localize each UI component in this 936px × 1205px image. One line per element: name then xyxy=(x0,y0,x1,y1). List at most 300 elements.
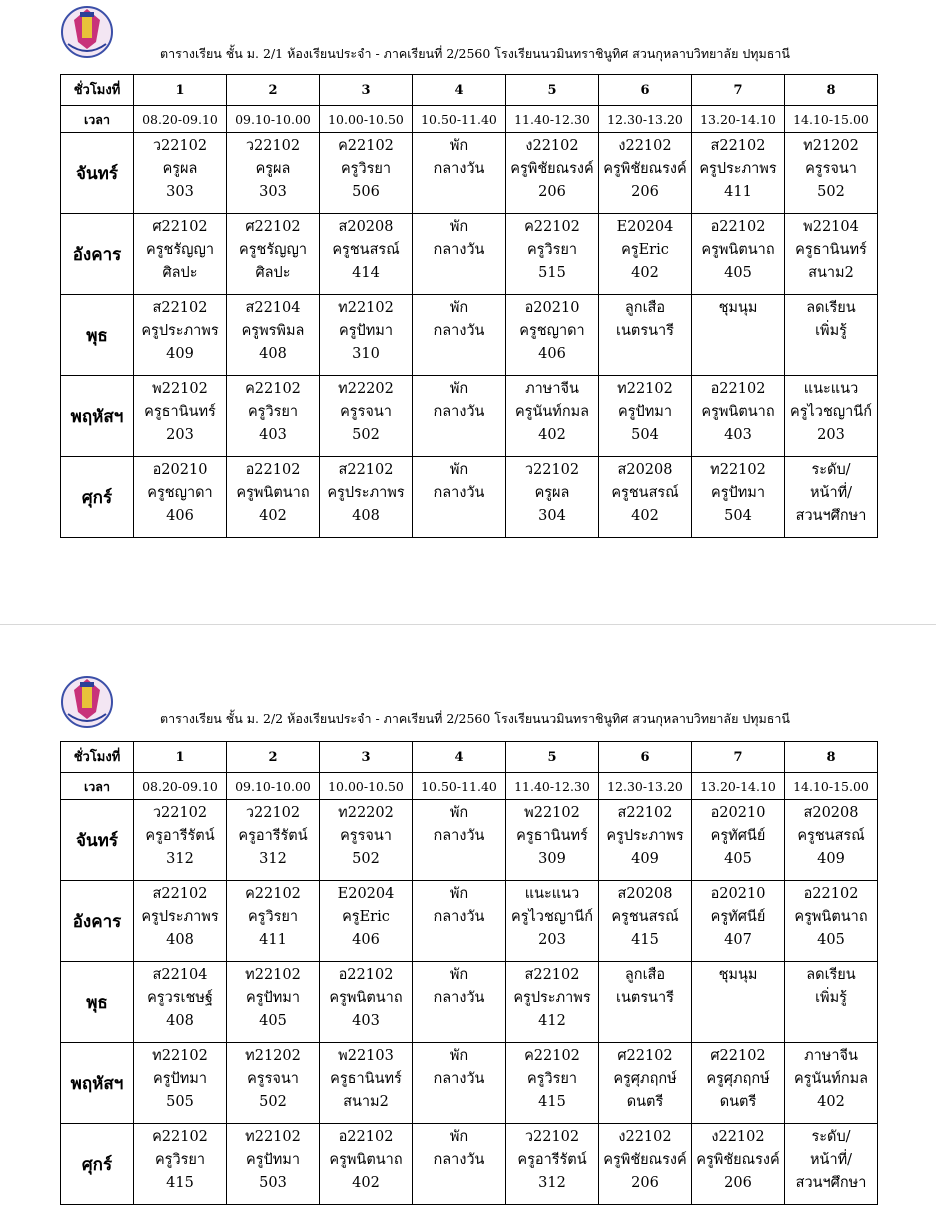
class-cell-line: 504 xyxy=(631,427,659,443)
class-cell xyxy=(785,800,878,881)
time-row xyxy=(61,773,878,800)
class-cell-line: 405 xyxy=(259,1013,287,1029)
class-cell-line: 303 xyxy=(166,184,194,200)
class-cell-line: ว22102 xyxy=(245,138,301,154)
class-cell-line: ครูพนิตนาถ xyxy=(701,404,775,420)
class-cell-line: 502 xyxy=(352,427,380,443)
class-cell-line: ครูปัทมา xyxy=(339,323,393,339)
class-cell xyxy=(785,457,878,538)
timetable-title: ตารางเรียน ชั้น ม. 2/1 ห้องเรียนประจำ - ภาคเรียนที่ 2/2560 โรงเรียนนวมินทราชินูทิศ สวนกุหลาบวิทยาลัย ปทุมธานี xyxy=(160,46,790,61)
class-cell-line: ครูชนสรณ์ xyxy=(611,909,679,925)
time-slot: 08.20-09.10 xyxy=(134,773,227,800)
class-cell-line: ครูนันท์กมล xyxy=(793,1071,869,1087)
class-cell-line: E20204 xyxy=(616,219,674,235)
class-cell-line: ครูพนิตนาถ xyxy=(329,990,403,1006)
class-cell-line: ครูปัทมา xyxy=(711,485,765,501)
class-cell-line: กลางวัน xyxy=(433,161,485,177)
class-cell-line: 312 xyxy=(166,851,194,867)
class-cell-line: ส22102 xyxy=(710,138,766,154)
class-cell-line: กลางวัน xyxy=(433,323,485,339)
class-cell-line: ครูประภาพร xyxy=(141,323,219,339)
class-cell-line: ครูพนิตนาถ xyxy=(794,909,868,925)
class-cell xyxy=(320,295,413,376)
class-cell-line: กลางวัน xyxy=(433,828,485,844)
class-cell-line: ครูปัทมา xyxy=(153,1071,207,1087)
class-cell-line: ครูอารีรัตน์ xyxy=(517,1152,587,1168)
class-cell-line: 502 xyxy=(352,851,380,867)
class-cell xyxy=(227,800,320,881)
class-cell xyxy=(320,1043,413,1124)
class-cell-line: อ20210 xyxy=(524,300,580,316)
class-cell-line: ส20208 xyxy=(617,462,673,478)
class-cell-line: ครูวิรยา xyxy=(247,909,299,925)
class-cell xyxy=(413,457,506,538)
class-cell-line: ท22202 xyxy=(338,805,394,821)
class-cell xyxy=(227,214,320,295)
class-cell-line: กลางวัน xyxy=(433,1152,485,1168)
class-cell xyxy=(413,295,506,376)
class-cell-line: 406 xyxy=(538,346,566,362)
class-cell-line: อ20210 xyxy=(152,462,208,478)
class-cell-line: ครูวิรยา xyxy=(526,1071,578,1087)
class-cell-line: ครูผล xyxy=(162,161,198,177)
class-cell-line: 505 xyxy=(166,1094,194,1110)
class-cell xyxy=(785,214,878,295)
class-cell-line: 203 xyxy=(538,932,566,948)
period-number: 8 xyxy=(785,742,878,773)
class-cell-line: ครูวิรยา xyxy=(154,1152,206,1168)
class-cell-line: กลางวัน xyxy=(433,242,485,258)
class-cell-line: ครูศุภฤกษ์ xyxy=(706,1071,770,1087)
class-cell-line: พ22102 xyxy=(152,381,208,397)
class-cell xyxy=(785,1124,878,1205)
class-cell xyxy=(413,376,506,457)
class-cell-line: ครูวิรยา xyxy=(247,404,299,420)
class-cell-line: กลางวัน xyxy=(433,1071,485,1087)
class-cell-line: ครูพนิตนาถ xyxy=(236,485,310,501)
class-cell-line: 309 xyxy=(538,851,566,867)
class-cell-line: พัก xyxy=(449,967,469,983)
class-cell-line: ครูรจนา xyxy=(340,404,392,420)
class-cell-line: ง22102 xyxy=(711,1129,765,1145)
class-cell-line: ชุมนุม xyxy=(718,300,758,316)
class-cell xyxy=(506,962,599,1043)
class-cell-line: ว22102 xyxy=(524,462,580,478)
class-cell-line: ครูทัศนีย์ xyxy=(710,828,766,844)
class-cell-line: พ22103 xyxy=(338,1048,394,1064)
period-number: 1 xyxy=(134,742,227,773)
period-number: 8 xyxy=(785,75,878,106)
class-cell xyxy=(506,800,599,881)
class-cell-line: ครูปัทมา xyxy=(618,404,672,420)
class-cell-line: ท22102 xyxy=(617,381,673,397)
class-cell-line: 403 xyxy=(259,427,287,443)
class-cell-line: ว22102 xyxy=(524,1129,580,1145)
class-cell-line: ภาษาจีน xyxy=(804,1048,858,1064)
class-cell-line: อ22102 xyxy=(338,1129,394,1145)
time-slot: 10.00-10.50 xyxy=(320,773,413,800)
class-cell-line: 408 xyxy=(259,346,287,362)
class-cell-line: ท22202 xyxy=(338,381,394,397)
class-cell-line: ศิลปะ xyxy=(162,265,198,281)
class-cell-line: ค22102 xyxy=(338,138,394,154)
class-cell-line: 403 xyxy=(352,1013,380,1029)
class-cell-line: ครูประภาพร xyxy=(699,161,777,177)
class-cell xyxy=(506,1124,599,1205)
class-cell-line: พัก xyxy=(449,219,469,235)
class-cell-line: พัก xyxy=(449,462,469,478)
class-cell xyxy=(599,1043,692,1124)
class-cell xyxy=(134,376,227,457)
class-cell-line: ภาษาจีน xyxy=(525,381,579,397)
class-cell-line: 206 xyxy=(538,184,566,200)
class-cell-line: 407 xyxy=(724,932,752,948)
class-cell xyxy=(692,881,785,962)
class-cell xyxy=(599,214,692,295)
class-cell-line: ลดเรียน xyxy=(806,300,856,316)
period-number: 2 xyxy=(227,75,320,106)
class-cell xyxy=(785,376,878,457)
class-cell xyxy=(227,457,320,538)
class-cell-line: 415 xyxy=(631,932,659,948)
class-cell xyxy=(506,214,599,295)
class-cell xyxy=(692,800,785,881)
day-name: ศุกร์ xyxy=(61,1124,134,1205)
day-row xyxy=(61,800,878,881)
class-cell-line: ครูประภาพร xyxy=(327,485,405,501)
class-cell-line: ส20208 xyxy=(617,886,673,902)
class-cell-line: ส20208 xyxy=(803,805,859,821)
class-cell xyxy=(413,1043,506,1124)
class-cell-line: ครูธานินทร์ xyxy=(330,1071,402,1087)
class-cell-line: 402 xyxy=(631,265,659,281)
class-cell-line: 503 xyxy=(259,1175,287,1191)
class-cell-line: ส22102 xyxy=(152,300,208,316)
class-cell xyxy=(413,881,506,962)
class-cell-line: เพิ่มรู้ xyxy=(815,323,847,339)
class-cell-line: ครูไวชญานีก์ xyxy=(790,404,872,420)
class-cell xyxy=(692,962,785,1043)
class-cell xyxy=(692,1043,785,1124)
day-row xyxy=(61,133,878,214)
class-cell xyxy=(599,800,692,881)
class-cell xyxy=(599,457,692,538)
class-cell xyxy=(227,133,320,214)
class-cell-line: ครูชนสรณ์ xyxy=(611,485,679,501)
class-cell-line: 304 xyxy=(538,508,566,524)
class-cell-line: 312 xyxy=(538,1175,566,1191)
class-cell xyxy=(134,881,227,962)
school-crest-icon xyxy=(56,2,118,60)
time-label: เวลา xyxy=(61,773,134,800)
class-cell-line: พัก xyxy=(449,381,469,397)
class-cell-line: พัก xyxy=(449,300,469,316)
class-cell-line: แนะแนว xyxy=(524,886,580,902)
time-slot: 09.10-10.00 xyxy=(227,106,320,133)
school-crest-icon xyxy=(56,672,118,730)
class-cell xyxy=(785,295,878,376)
class-cell-line: ครูวิรยา xyxy=(340,161,392,177)
class-cell-line: ครูวิรยา xyxy=(526,242,578,258)
class-cell xyxy=(506,457,599,538)
class-cell-line: ส22102 xyxy=(338,462,394,478)
class-cell-line: ครูทัศนีย์ xyxy=(710,909,766,925)
class-cell-line: 408 xyxy=(166,932,194,948)
class-cell-line: 312 xyxy=(259,851,287,867)
class-cell-line: 415 xyxy=(166,1175,194,1191)
class-cell-line: ส22104 xyxy=(152,967,208,983)
time-row xyxy=(61,106,878,133)
class-cell-line: พัก xyxy=(449,1048,469,1064)
class-cell xyxy=(320,214,413,295)
time-slot: 12.30-13.20 xyxy=(599,106,692,133)
period-number: 5 xyxy=(506,75,599,106)
class-cell xyxy=(413,1124,506,1205)
class-cell xyxy=(134,800,227,881)
timetable xyxy=(60,74,878,538)
class-cell-line: อ20210 xyxy=(710,805,766,821)
class-cell xyxy=(227,295,320,376)
class-cell xyxy=(506,376,599,457)
class-cell xyxy=(785,881,878,962)
class-cell-line: ครูรจนา xyxy=(805,161,857,177)
class-cell-line: พัก xyxy=(449,805,469,821)
class-cell-line: ง22102 xyxy=(525,138,579,154)
class-cell-line: ศ22102 xyxy=(710,1048,766,1064)
class-cell-line: ครูปัทมา xyxy=(246,1152,300,1168)
class-cell-line: 408 xyxy=(166,1013,194,1029)
class-cell-line: ครูศุภฤกษ์ xyxy=(613,1071,677,1087)
class-cell-line: 206 xyxy=(631,184,659,200)
class-cell xyxy=(134,214,227,295)
class-cell-line: พ22102 xyxy=(524,805,580,821)
header-row xyxy=(61,742,878,773)
class-cell-line: ครูธานินทร์ xyxy=(516,828,588,844)
day-row xyxy=(61,962,878,1043)
class-cell xyxy=(599,376,692,457)
class-cell-line: ดนตรี xyxy=(719,1094,757,1110)
class-cell-line: ท21202 xyxy=(245,1048,301,1064)
class-cell xyxy=(227,962,320,1043)
class-cell-line: ครูพนิตนาถ xyxy=(701,242,775,258)
class-cell-line: 504 xyxy=(724,508,752,524)
class-cell-line: อ22102 xyxy=(710,381,766,397)
class-cell xyxy=(320,881,413,962)
class-cell xyxy=(599,962,692,1043)
time-slot: 09.10-10.00 xyxy=(227,773,320,800)
class-cell xyxy=(599,133,692,214)
time-slot: 10.50-11.40 xyxy=(413,773,506,800)
class-cell xyxy=(692,457,785,538)
time-slot: 13.20-14.10 xyxy=(692,773,785,800)
class-cell-line: ครูชนสรณ์ xyxy=(797,828,865,844)
period-number: 2 xyxy=(227,742,320,773)
class-cell-line: E20204 xyxy=(337,886,395,902)
class-cell-line: ครูประภาพร xyxy=(606,828,684,844)
class-cell-line: ครูผล xyxy=(534,485,570,501)
class-cell-line: ครูพิชัยณรงค์ xyxy=(603,1152,687,1168)
class-cell xyxy=(134,457,227,538)
class-cell-line: 206 xyxy=(724,1175,752,1191)
class-cell xyxy=(506,881,599,962)
period-number: 5 xyxy=(506,742,599,773)
day-name: พุธ xyxy=(61,962,134,1043)
class-cell xyxy=(692,133,785,214)
class-cell-line: ส22102 xyxy=(524,967,580,983)
class-cell-line: ครูธานินทร์ xyxy=(144,404,216,420)
class-cell-line: ครูEric xyxy=(621,242,669,258)
period-number: 7 xyxy=(692,75,785,106)
class-cell xyxy=(785,962,878,1043)
class-cell xyxy=(320,457,413,538)
class-cell-line: ว22102 xyxy=(245,805,301,821)
class-cell-line: ค22102 xyxy=(524,1048,580,1064)
period-number: 4 xyxy=(413,742,506,773)
period-number: 4 xyxy=(413,75,506,106)
time-slot: 12.30-13.20 xyxy=(599,773,692,800)
period-number: 3 xyxy=(320,742,413,773)
class-cell-line: ครูนันท์กมล xyxy=(514,404,590,420)
class-cell-line: พัก xyxy=(449,886,469,902)
class-cell-line: หน้าที่/ xyxy=(809,485,853,501)
day-name: พฤหัสฯ xyxy=(61,1043,134,1124)
class-cell xyxy=(413,962,506,1043)
class-cell-line: 405 xyxy=(724,265,752,281)
class-cell xyxy=(785,1043,878,1124)
class-cell xyxy=(413,800,506,881)
class-cell-line: อ22102 xyxy=(338,967,394,983)
class-cell xyxy=(320,133,413,214)
class-cell-line: สวนฯศึกษา xyxy=(795,1175,867,1191)
time-slot: 08.20-09.10 xyxy=(134,106,227,133)
timetable-title: ตารางเรียน ชั้น ม. 2/2 ห้องเรียนประจำ - ภาคเรียนที่ 2/2560 โรงเรียนนวมินทราชินูทิศ สวนกุหลาบวิทยาลัย ปทุมธานี xyxy=(160,711,790,726)
class-cell-line: ศิลปะ xyxy=(255,265,291,281)
class-cell-line: ท22102 xyxy=(338,300,394,316)
class-cell xyxy=(320,962,413,1043)
class-cell xyxy=(506,295,599,376)
class-cell-line: ดนตรี xyxy=(626,1094,664,1110)
class-cell-line: หน้าที่/ xyxy=(809,1152,853,1168)
class-cell-line: ชุมนุม xyxy=(718,967,758,983)
class-cell xyxy=(692,376,785,457)
class-cell-line: 402 xyxy=(631,508,659,524)
class-cell-line: ค22102 xyxy=(152,1129,208,1145)
class-cell-line: ครูพิชัยณรงค์ xyxy=(696,1152,780,1168)
period-number: 3 xyxy=(320,75,413,106)
period-header-label: ชั่วโมงที่ xyxy=(61,742,134,773)
class-cell xyxy=(134,133,227,214)
time-slot: 14.10-15.00 xyxy=(785,773,878,800)
class-cell-line: 411 xyxy=(259,932,287,948)
class-cell xyxy=(320,800,413,881)
timetable xyxy=(60,741,878,1205)
class-cell-line: 409 xyxy=(817,851,845,867)
class-cell xyxy=(599,881,692,962)
page-divider xyxy=(0,624,936,625)
class-cell-line: ครูพรพิมล xyxy=(241,323,305,339)
class-cell-line: ศ22102 xyxy=(617,1048,673,1064)
class-cell-line: ท21202 xyxy=(803,138,859,154)
class-cell-line: 409 xyxy=(631,851,659,867)
class-cell-line: กลางวัน xyxy=(433,990,485,1006)
class-cell-line: ครูผล xyxy=(255,161,291,177)
day-row xyxy=(61,214,878,295)
class-cell-line: 415 xyxy=(538,1094,566,1110)
time-slot: 10.00-10.50 xyxy=(320,106,413,133)
day-name: อังคาร xyxy=(61,881,134,962)
class-cell-line: ส20208 xyxy=(338,219,394,235)
class-cell xyxy=(134,1043,227,1124)
class-cell-line: 412 xyxy=(538,1013,566,1029)
class-cell-line: 303 xyxy=(259,184,287,200)
class-cell xyxy=(599,295,692,376)
day-row xyxy=(61,457,878,538)
class-cell-line: ง22102 xyxy=(618,138,672,154)
class-cell-line: กลางวัน xyxy=(433,909,485,925)
class-cell xyxy=(413,214,506,295)
class-cell-line: เนตรนารี xyxy=(616,323,674,339)
period-number: 7 xyxy=(692,742,785,773)
class-cell-line: ท22102 xyxy=(152,1048,208,1064)
class-cell xyxy=(692,1124,785,1205)
class-cell xyxy=(692,295,785,376)
class-cell-line: ครูรจนา xyxy=(247,1071,299,1087)
class-cell-line: สนาม2 xyxy=(343,1094,389,1110)
time-slot: 11.40-12.30 xyxy=(506,773,599,800)
class-cell-line: ครูชญาดา xyxy=(519,323,585,339)
class-cell-line: สนาม2 xyxy=(808,265,854,281)
class-cell-line: ครูชรัญญา xyxy=(239,242,307,258)
class-cell xyxy=(134,295,227,376)
class-cell-line: ท22102 xyxy=(245,1129,301,1145)
class-cell-line: ลดเรียน xyxy=(806,967,856,983)
period-number: 6 xyxy=(599,742,692,773)
class-cell-line: พัก xyxy=(449,1129,469,1145)
class-cell xyxy=(506,133,599,214)
period-number: 6 xyxy=(599,75,692,106)
class-cell xyxy=(692,214,785,295)
class-cell-line: 406 xyxy=(166,508,194,524)
class-cell-line: 402 xyxy=(259,508,287,524)
class-cell-line: 206 xyxy=(631,1175,659,1191)
class-cell-line: พ22104 xyxy=(803,219,859,235)
class-cell-line: 502 xyxy=(817,184,845,200)
time-slot: 10.50-11.40 xyxy=(413,106,506,133)
class-cell xyxy=(227,1124,320,1205)
class-cell-line: ศ22102 xyxy=(245,219,301,235)
period-header-label: ชั่วโมงที่ xyxy=(61,75,134,106)
class-cell-line: 310 xyxy=(352,346,380,362)
class-cell-line: เพิ่มรู้ xyxy=(815,990,847,1006)
class-cell-line: ครูรจนา xyxy=(340,828,392,844)
class-cell-line: ครูอารีรัตน์ xyxy=(238,828,308,844)
day-row xyxy=(61,295,878,376)
class-cell-line: 406 xyxy=(352,932,380,948)
class-cell-line: ครูชนสรณ์ xyxy=(332,242,400,258)
class-cell-line: 408 xyxy=(352,508,380,524)
class-cell-line: ระดับ/ xyxy=(811,1129,851,1145)
class-cell-line: กลางวัน xyxy=(433,404,485,420)
day-name: พุธ xyxy=(61,295,134,376)
day-row xyxy=(61,1043,878,1124)
class-cell-line: ครูอารีรัตน์ xyxy=(145,828,215,844)
class-cell-line: ค22102 xyxy=(524,219,580,235)
class-cell-line: อ22102 xyxy=(710,219,766,235)
class-cell-line: อ22102 xyxy=(245,462,301,478)
class-cell-line: 502 xyxy=(259,1094,287,1110)
class-cell-line: ส22102 xyxy=(152,886,208,902)
day-name: ศุกร์ xyxy=(61,457,134,538)
